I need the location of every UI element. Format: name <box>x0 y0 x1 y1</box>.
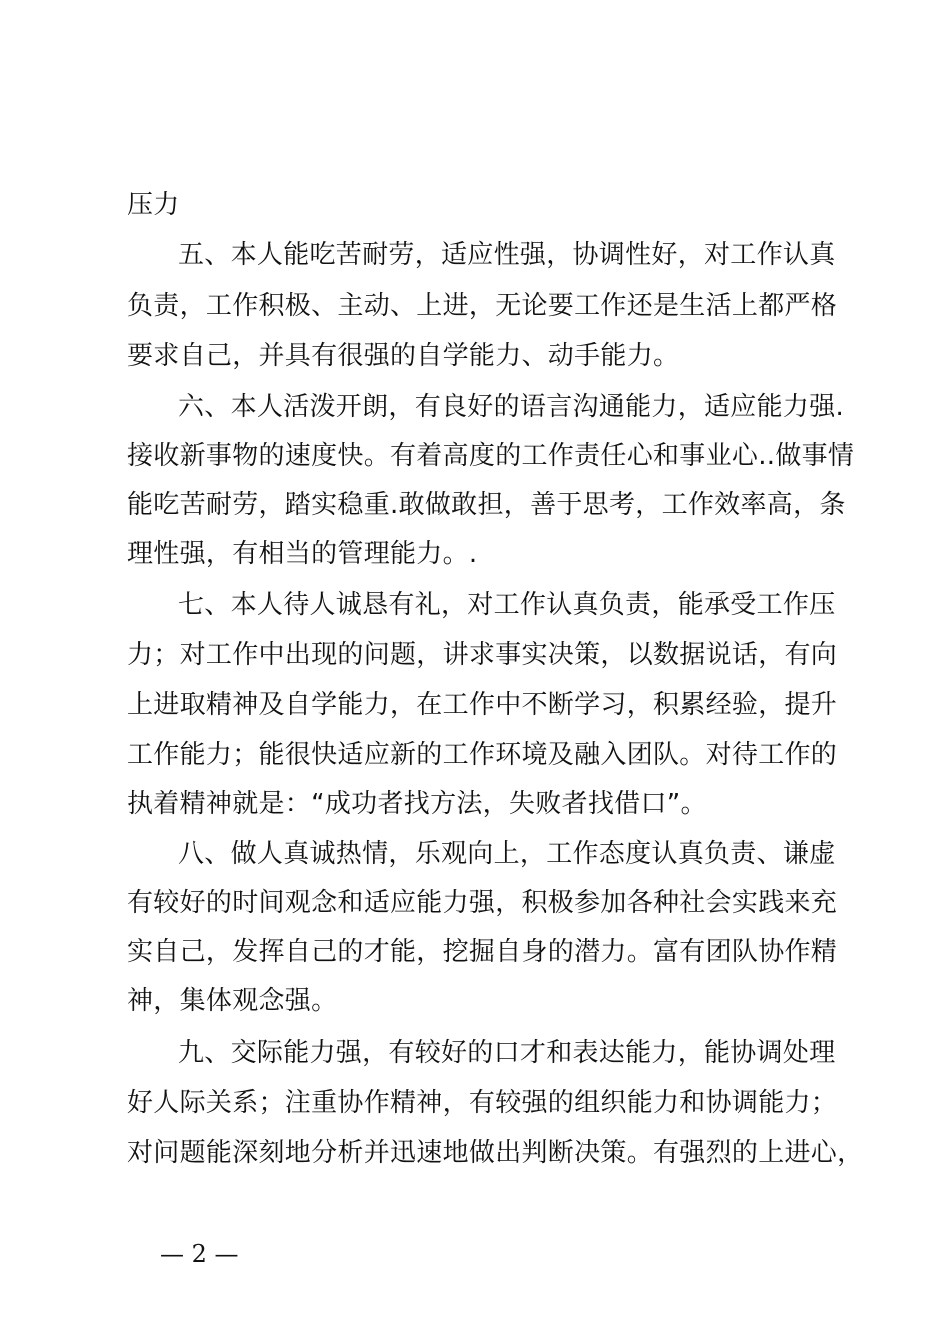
paragraph-8-line: 八、做人真诚热情，乐观向上，工作态度认真负责、谦虚 <box>178 839 836 869</box>
paragraph-7-line: 执着精神就是：“成功者找方法，失败者找借口”。 <box>127 789 707 819</box>
paragraph-7-line: 七、本人待人诚恳有礼，对工作认真负责，能承受工作压 <box>178 590 836 620</box>
paragraph-7-line: 力；对工作中出现的问题，讲求事实决策，以数据说话，有向 <box>127 640 838 670</box>
paragraph-8-line: 神，集体观念强。 <box>127 986 338 1016</box>
paragraph-6-line: 接收新事物的速度快。有着高度的工作责任心和事业心..做事情 <box>127 441 855 471</box>
paragraph-7-line: 工作能力；能很快适应新的工作环境及融入团队。对待工作的 <box>127 740 838 770</box>
paragraph-5-line: 负责，工作积极、主动、上进，无论要工作还是生活上都严格 <box>127 291 838 321</box>
text-line: 压力 <box>127 190 180 220</box>
paragraph-9-line: 好人际关系；注重协作精神，有较强的组织能力和协调能力； <box>127 1088 838 1118</box>
paragraph-8-line: 有较好的时间观念和适应能力强，积极参加各种社会实践来充 <box>127 888 838 918</box>
paragraph-6-line: 能吃苦耐劳，踏实稳重.敢做敢担，善于思考，工作效率高，条 <box>127 490 846 520</box>
paragraph-9-line: 对问题能深刻地分析并迅速地做出判断决策。有强烈的上进心， <box>127 1138 864 1168</box>
page-number: — 2 — <box>160 1240 239 1268</box>
paragraph-6-line: 理性强，有相当的管理能力。. <box>127 539 478 569</box>
paragraph-6-line: 六、本人活泼开朗，有良好的语言沟通能力，适应能力强. <box>178 392 845 422</box>
paragraph-9-line: 九、交际能力强，有较好的口才和表达能力，能协调处理 <box>178 1038 836 1068</box>
paragraph-5-line: 五、本人能吃苦耐劳，适应性强，协调性好，对工作认真 <box>178 240 836 270</box>
paragraph-8-line: 实自己，发挥自己的才能，挖掘自身的潜力。富有团队协作精 <box>127 937 838 967</box>
paragraph-7-line: 上进取精神及自学能力，在工作中不断学习，积累经验，提升 <box>127 690 838 720</box>
paragraph-5-line: 要求自己，并具有很强的自学能力、动手能力。 <box>127 341 680 371</box>
